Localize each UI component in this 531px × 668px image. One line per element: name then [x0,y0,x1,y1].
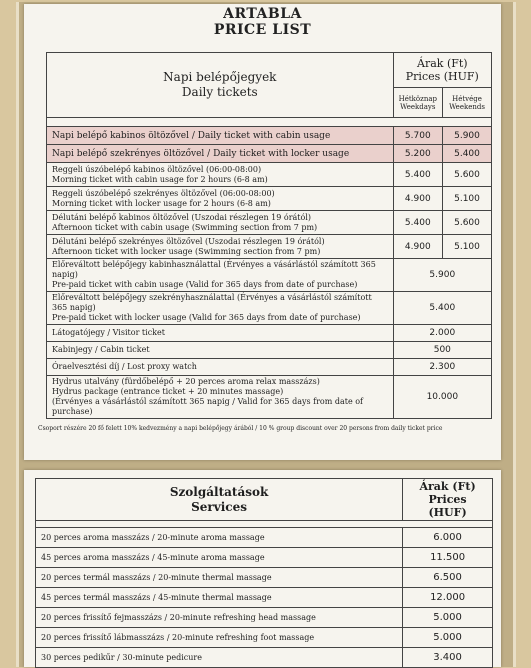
misc-row-label: Kabinjegy / Cabin ticket [47,342,394,359]
daily-price-hu: Árak (Ft) [417,57,468,70]
services-title-en: Services [191,499,247,514]
misc-row-price: 2.300 [393,359,491,376]
misc-row [47,359,492,376]
spacer-row [36,521,493,528]
daily-title-hu: Napi belépőjegyek [163,70,277,84]
weekday-en: Weekdays [400,102,436,111]
prepaid-row-price: 5.400 [393,292,491,325]
daily-row [47,235,492,259]
daily-row-label-en: Afternoon ticket with locker usage (Swimming section from 7 pm) [52,246,321,256]
daily-row-label [47,211,394,235]
prepaid-row-label [47,259,394,292]
daily-row-weekday-price: 5.200 [393,145,442,163]
daily-row-weekend-price: 5.900 [443,127,492,145]
header-line1: ARTABLA [223,6,302,22]
daily-row-label-hu: Reggeli úszóbelépő kabinos öltözővel (06:00-08:00) [52,164,262,174]
daily-row-weekday-price: 5.400 [393,163,442,187]
weekend-hu: Hétvége [452,94,482,103]
prepaid-row-price: 5.900 [393,259,491,292]
misc-row [47,342,492,359]
daily-row-weekend-price: 5.400 [443,145,492,163]
hydrus-row-price: 10.000 [393,376,491,419]
service-row-label: 20 perces termál masszázs / 20-minute thermal massage [36,568,403,588]
daily-row-weekend-price: 5.600 [443,163,492,187]
daily-row-label-hu: Reggeli úszóbelépő szekrényes öltözővel (06:00-08:00) [52,188,275,198]
service-row-price: 6.000 [403,528,493,548]
service-row-price: 5.000 [403,628,493,648]
services-table [35,478,493,668]
service-row-label: 45 perces termál masszázs / 45-minute thermal massage [36,588,403,608]
daily-row-label-hu: Délutáni belépő kabinos öltözővel (Uszodai részlegen 19 órától) [52,212,311,222]
daily-price-header [393,53,491,88]
daily-row-weekend-price: 5.600 [443,211,492,235]
service-row-label: 20 perces frissítő fejmasszázs / 20-minute refreshing head massage [36,608,403,628]
service-row [36,528,493,548]
daily-row-label [47,235,394,259]
service-row-label: 30 perces pedikűr / 30-minute pedicure [36,648,403,668]
hydrus-label-validity: (Érvényes a vásárlástól számított 365 napig / Valid for 365 days from date of purchase) [52,397,364,416]
daily-row-weekend-price: 5.100 [443,187,492,211]
prepaid-row-label-en: Pre-paid ticket with locker usage (Valid for 365 days from date of purchase) [52,313,361,322]
daily-row-weekend-price: 5.100 [443,235,492,259]
group-discount-note: Csoport részére 20 fő felett 10% kedvezmény a napi belépőjegy árából / 10 % group discount over 20 persons from daily ticket price [38,425,443,432]
misc-row-label: Látogatójegy / Visitor ticket [47,325,394,342]
spacer-row [47,118,492,127]
daily-row-label: Napi belépő kabinos öltözővel / Daily ticket with cabin usage [47,127,394,145]
services-title-cell [36,479,403,521]
services-header-row [36,479,493,521]
daily-row [47,187,492,211]
daily-row-label: Napi belépő szekrényes öltözővel / Daily ticket with locker usage [47,145,394,163]
hydrus-label-hu: Hydrus utalvány (fürdőbelépő + 20 perces aroma relax masszázs) [52,377,320,386]
daily-row [47,127,492,145]
service-row-price: 11.500 [403,548,493,568]
daily-row-label [47,163,394,187]
weekday-header [393,88,442,118]
services-price-en: Prices (HUF) [428,493,467,519]
daily-title-cell [47,53,394,118]
prepaid-row [47,292,492,325]
daily-row-label-en: Morning ticket with cabin usage for 2 hours (6-8 am) [52,174,268,184]
service-row [36,588,493,608]
prepaid-row [47,259,492,292]
hydrus-label-en: Hydrus package (entrance ticket + 20 minutes massage) [52,387,284,396]
misc-row [47,325,492,342]
service-row [36,548,493,568]
daily-row-label-hu: Délutáni belépő szekrényes öltözővel (Uszodai részlegen 19 órától) [52,236,325,246]
service-row-label: 45 perces aroma masszázs / 45-minute aroma massage [36,548,403,568]
service-row-price: 12.000 [403,588,493,608]
service-row-price: 3.400 [403,648,493,668]
services-title-hu: Szolgáltatások [169,484,269,499]
weekend-en: Weekends [449,102,485,111]
prepaid-row-label [47,292,394,325]
daily-row [47,163,492,187]
daily-row-weekday-price: 5.400 [393,211,442,235]
misc-row-price: 2.000 [393,325,491,342]
service-row-label: 20 perces frissítő lábmasszázs / 20-minute refreshing foot massage [36,628,403,648]
service-row [36,628,493,648]
service-row [36,568,493,588]
weekday-hu: Hétköznap [398,94,437,103]
service-row [36,608,493,628]
daily-title-en: Daily tickets [181,85,258,99]
daily-row-label-en: Afternoon ticket with cabin usage (Swimming section from 7 pm) [52,222,318,232]
prepaid-row-label-en: Pre-paid ticket with cabin usage (Valid for 365 days from date of purchase) [52,280,358,289]
service-row-label: 20 perces aroma masszázs / 20-minute aroma massage [36,528,403,548]
services-price-header [403,479,493,521]
daily-price-en: Prices (HUF) [405,70,479,83]
service-row [36,648,493,668]
daily-tickets-table [46,52,492,419]
service-row-price: 5.000 [403,608,493,628]
weekend-header [443,88,492,118]
prepaid-row-label-hu: Előreváltott belépőjegy szekrényhasználattal (Érvényes a vásárlástól számított 365 napig) [52,293,372,312]
daily-row-weekday-price: 4.900 [393,235,442,259]
daily-row-label-en: Morning ticket with locker usage for 2 hours (6-8 am) [52,198,271,208]
misc-row-label: Óraelvesztési díj / Lost proxy watch [47,359,394,376]
service-row-price: 6.500 [403,568,493,588]
daily-row-weekday-price: 5.700 [393,127,442,145]
daily-row-label [47,187,394,211]
hydrus-row-label [47,376,394,419]
misc-row-price: 500 [393,342,491,359]
hydrus-row [47,376,492,419]
services-price-hu: Árak (Ft) [419,480,476,493]
prepaid-row-label-hu: Előreváltott belépőjegy kabinhasználattal (Érvényes a vásárlástól számított 365 napig) [52,260,376,279]
daily-header-row [47,53,492,88]
daily-row [47,211,492,235]
daily-row [47,145,492,163]
daily-row-weekday-price: 4.900 [393,187,442,211]
header-line2: PRICE LIST [213,22,312,38]
